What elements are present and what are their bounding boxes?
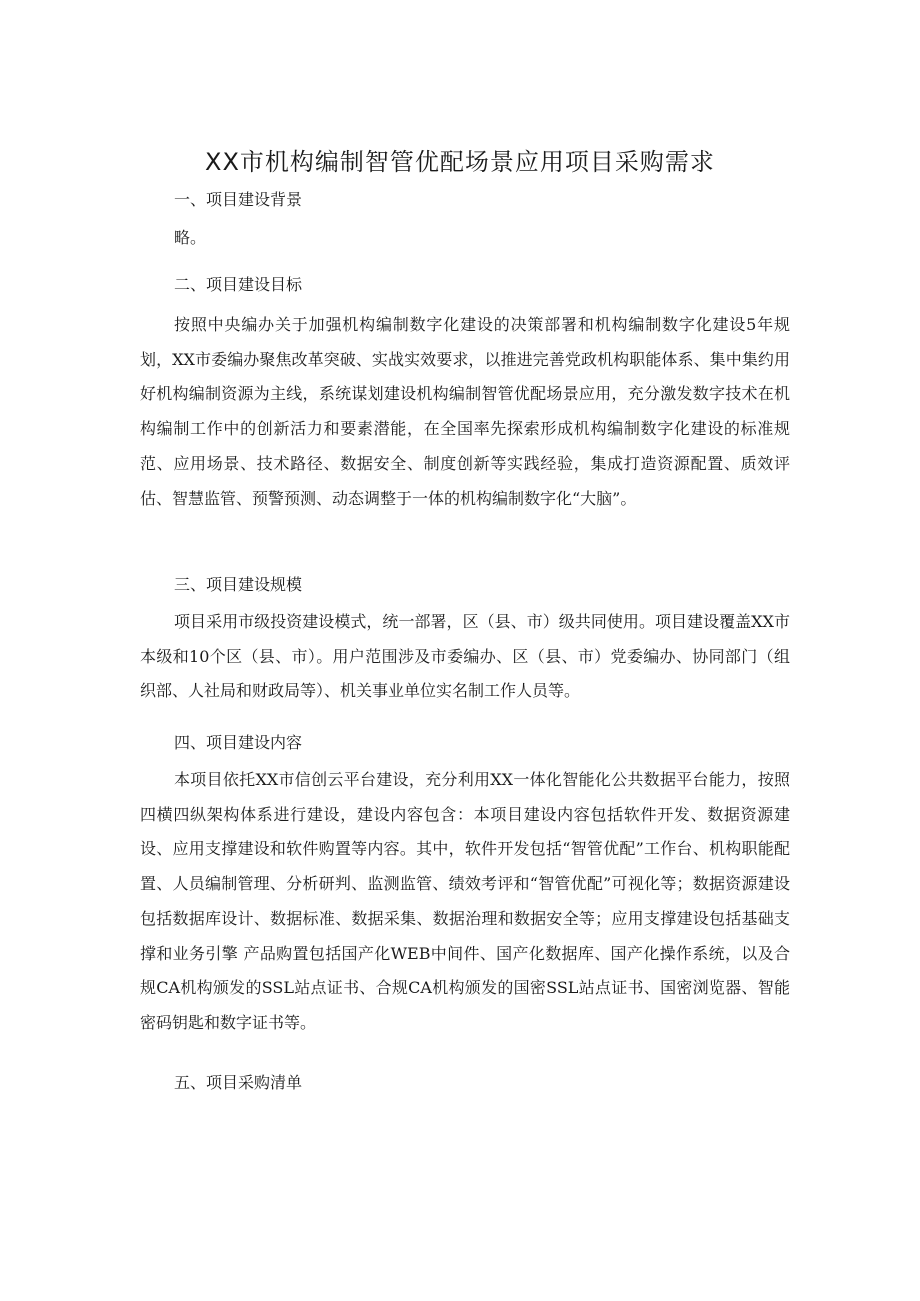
section-heading-goals: 二、项目建设目标: [174, 275, 303, 294]
section-body-goals: 按照中央编办关于加强机构编制数字化建设的决策部署和机构编制数字化建设5年规划，XX市委编办聚焦改革突破、实战实效要求，以推进完善党政机构职能体系、集中集约用好机构编制资源为主线，系统谋划建设机构编制智管优配场景应用，充分激发数字技术在机构编制工作中的创新活力和要素潜能，在全国率先探索形成机构编制数字化建设的标准规范、应用场景、技术路径、数据安全、制度创新等实践经验，集成打造资源配置、质效评估、智慧监管、预警预测、动态调整于一体的机构编制数字化“大脑”。: [140, 315, 790, 508]
section-body-scale: 项目采用市级投资建设模式，统一部署，区（县、市）级共同使用。项目建设覆盖XX市本级和10个区（县、市）。用户范围涉及市委编办、区（县、市）党委编办、协同部门（组织部、人社局和财政局等）、机关事业单位实名制工作人员等。: [140, 612, 790, 701]
section-heading-procurement-list: 五、项目采购清单: [174, 1073, 303, 1092]
section-heading-background: 一、项目建设背景: [174, 190, 303, 209]
section-body-background: 略。: [174, 228, 207, 247]
section-heading-scale: 三、项目建设规模: [174, 575, 303, 594]
section-body-content: 本项目依托XX市信创云平台建设，充分利用XX一体化智能化公共数据平台能力，按照四横四纵架构体系进行建设，建设内容包含：本项目建设内容包括软件开发、数据资源建设、应用支撑建设和软件购置等内容。其中，软件开发包括“智管优配”工作台、机构职能配置、人员编制管理、分析研判、监测监管、绩效考评和“智管优配”可视化等；数据资源建设包括数据库设计、数据标准、数据采集、数据治理和数据安全等；应用支撑建设包括基础支撑和业务引擎 产品购置包括国产化WEB中间件、国产化数据库、国产化操作系统，以及合规CA机构颁发的SSL站点证书、合规CA机构颁发的国密SSL站点证书、国密浏览器、智能密码钥匙和数字证书等。: [140, 770, 790, 1032]
document-title: XX市机构编制智管优配场景应用项目采购需求: [205, 148, 715, 176]
section-heading-content: 四、项目建设内容: [174, 733, 303, 752]
